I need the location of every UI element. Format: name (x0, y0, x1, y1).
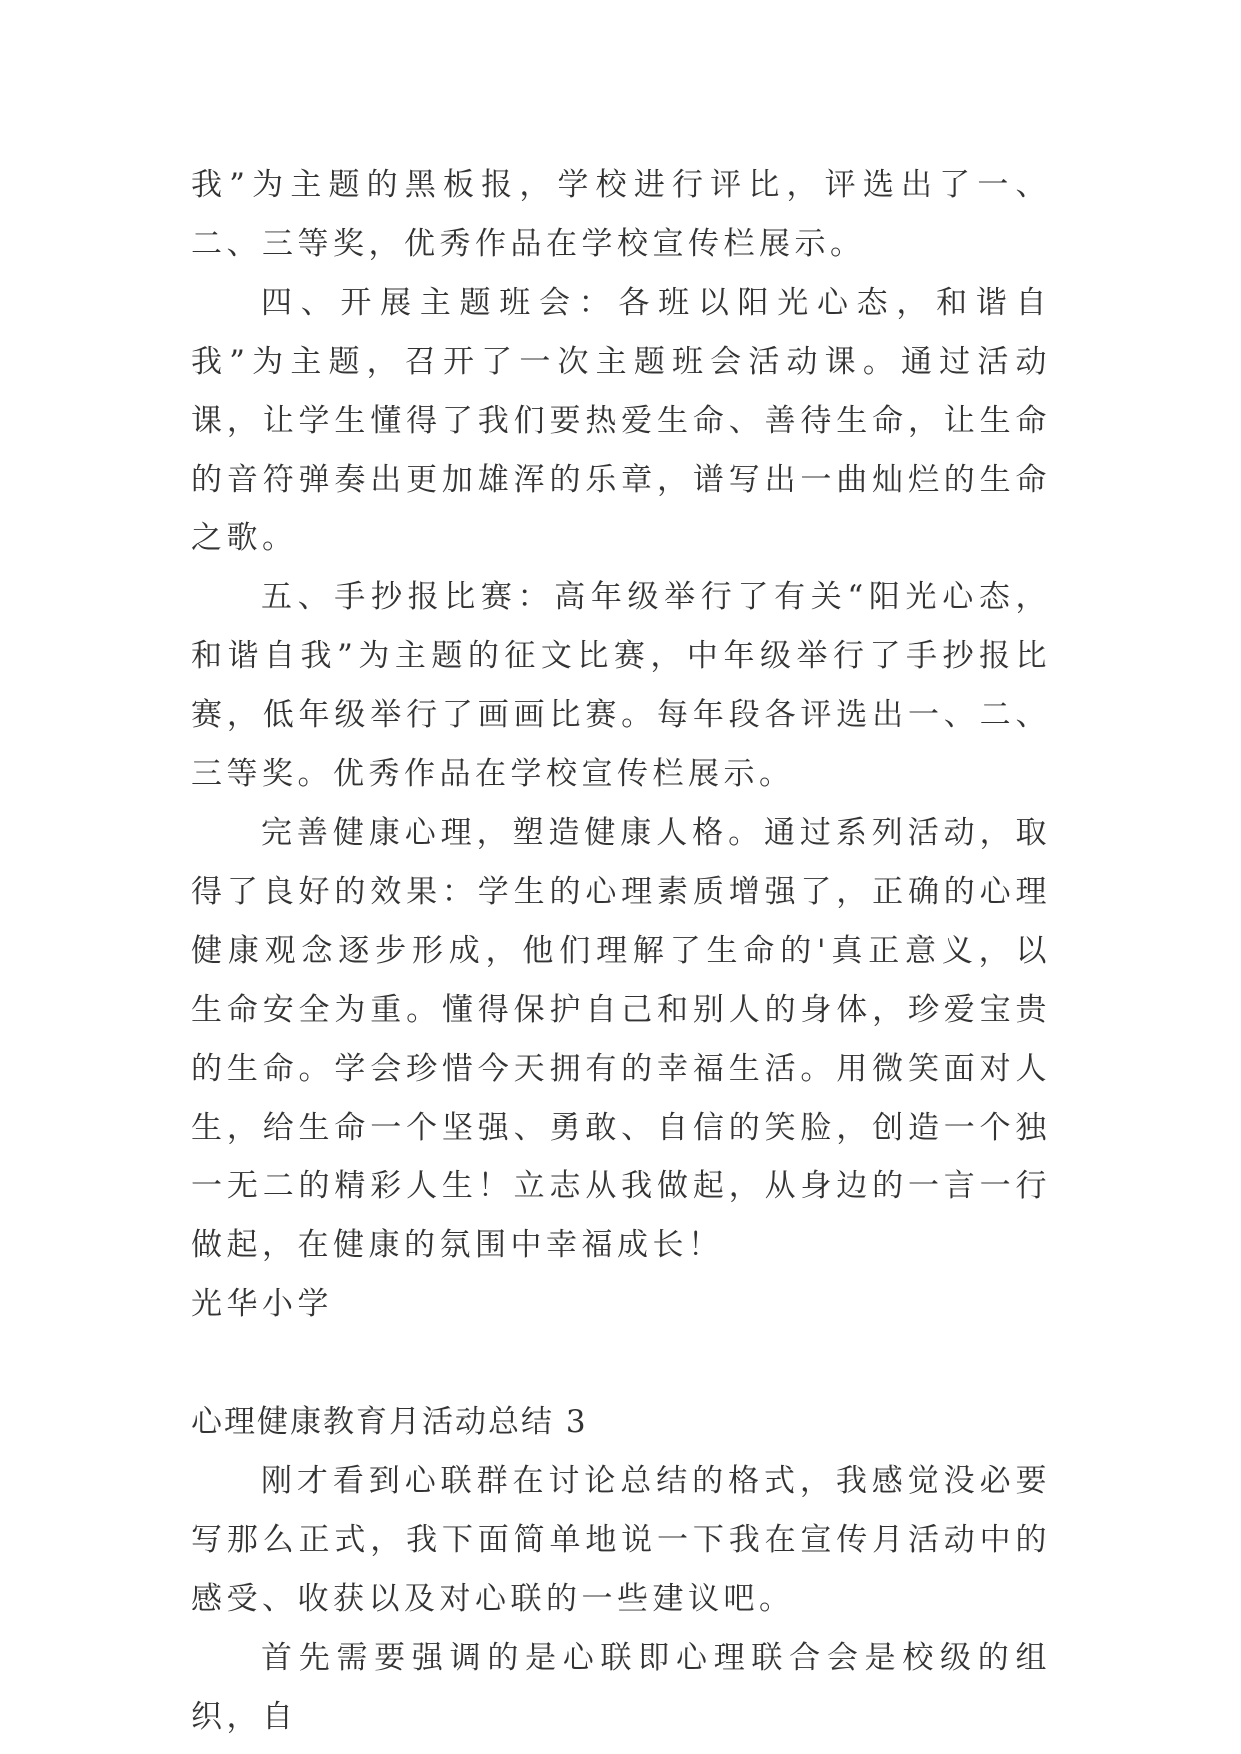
paragraph-blackboard-continuation: 我”为主题的黑板报，学校进行评比，评选出了一、二、三等奖，优秀作品在学校宣传栏展示。 (191, 167, 1051, 262)
document-body (191, 156, 1051, 1746)
paragraph-handwritten-newspaper: 五、手抄报比赛：高年级举行了有关“阳光心态，和谐自我”为主题的征文比赛，中年级举行了手抄报比赛，低年级举行了画画比赛。每年段各评选出一、二、三等奖。优秀作品在学校宣传栏展示。 (191, 579, 1051, 793)
school-signature: 光华小学 (191, 1286, 333, 1323)
paragraph-class-meeting: 四、开展主题班会：各班以阳光心态，和谐自我”为主题，召开了一次主题班会活动课。通过活动课，让学生懂得了我们要热爱生命、善待生命，让生命的音符弹奏出更加雄浑的乐章，谱写出一曲灿烂的生命之歌。 (191, 284, 1051, 557)
section-spacer (191, 1334, 1051, 1393)
paragraph-emphasis: 首先需要强调的是心联即心理联合会是校级的组织，自 (191, 1639, 1051, 1735)
section-heading: 心理健康教育月活动总结 3 (191, 1404, 588, 1441)
paragraph-conclusion: 完善健康心理，塑造健康人格。通过系列活动，取得了良好的效果：学生的心理素质增强了，正确的心理健康观念逐步形成，他们理解了生命的'真正意义，以生命安全为重。懂得保护自己和别人的身体，珍爱宝贵的生命。学会珍惜今天拥有的幸福生活。用微笑面对人生，给生命一个坚强、勇敢、自信的笑脸，创造一个独一无二的精彩人生！立志从我做起，从身边的一言一行做起，在健康的氛围中幸福成长！ (191, 814, 1051, 1264)
paragraph-summary-format: 刚才看到心联群在讨论总结的格式，我感觉没必要写那么正式，我下面简单地说一下我在宣传月活动中的感受、收获以及对心联的一些建议吧。 (191, 1462, 1051, 1617)
